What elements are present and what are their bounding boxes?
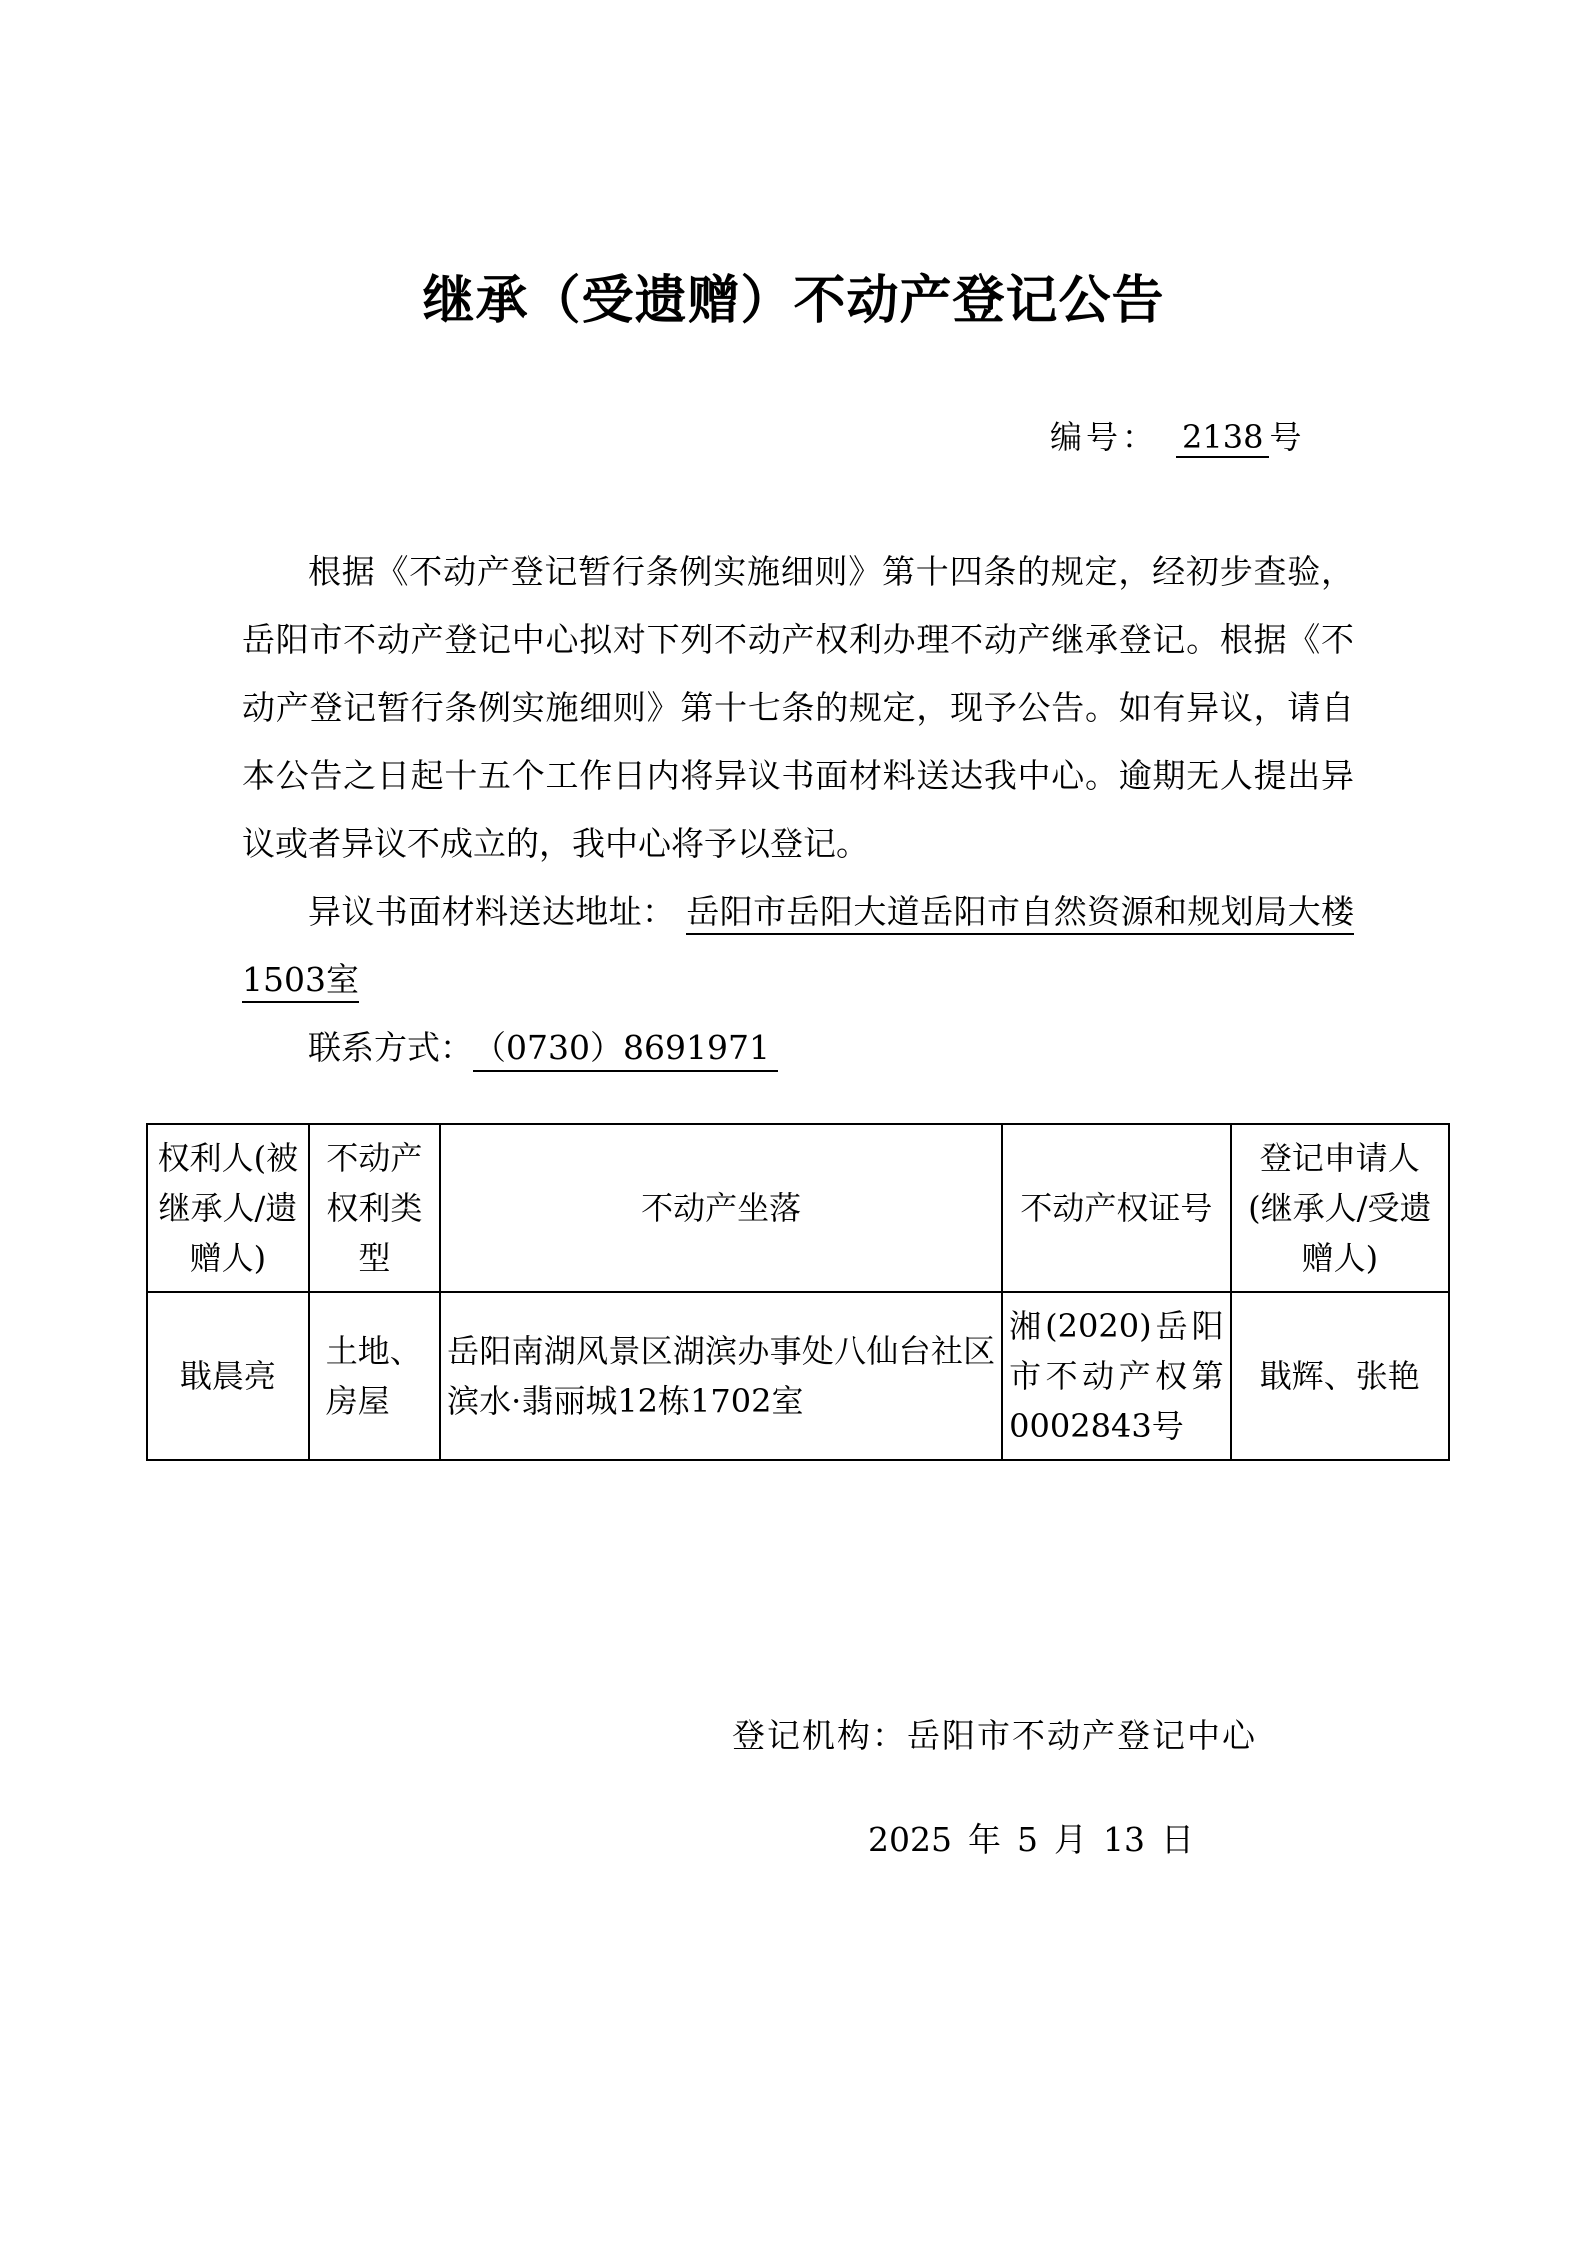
header-certificate: 不动产权证号 — [1002, 1124, 1230, 1292]
table-header-row — [147, 1124, 1449, 1292]
date-day-unit: 日 — [1160, 1820, 1194, 1859]
address-value: 岳阳市岳阳大道岳阳市自然资源和规划局大楼1503室 — [242, 892, 1354, 1003]
cell-applicant: 戢辉、张艳 — [1231, 1292, 1449, 1460]
contact-label: 联系方式： — [308, 1028, 473, 1067]
table-row — [147, 1292, 1449, 1460]
cell-right-type: 土地、房屋 — [309, 1292, 440, 1460]
contact-info — [242, 1014, 1354, 1082]
page-title: 继承（受遗赠）不动产登记公告 — [422, 271, 1165, 331]
document-number — [1050, 412, 1305, 458]
doc-number-value: 2138 — [1176, 418, 1269, 458]
date-day: 13 — [1102, 1820, 1145, 1859]
address-label: 异议书面材料送达地址： — [308, 892, 676, 931]
property-table — [146, 1123, 1450, 1461]
date-year: 2025 — [868, 1820, 952, 1859]
notice-body — [242, 538, 1354, 1082]
contact-value: （0730）8691971 — [473, 1028, 778, 1072]
org-name: 岳阳市不动产登记中心 — [907, 1716, 1257, 1755]
cell-holder: 戢晨亮 — [147, 1292, 309, 1460]
org-label: 登记机构： — [732, 1716, 907, 1755]
date-month-unit: 月 — [1053, 1820, 1087, 1859]
date-month: 5 — [1016, 1820, 1038, 1859]
header-location: 不动产坐落 — [440, 1124, 1002, 1292]
cell-certificate: 湘(2020)岳阳市不动产权第0002843号 — [1002, 1292, 1230, 1460]
objection-address — [242, 878, 1354, 1014]
doc-number-suffix: 号 — [1269, 418, 1306, 456]
cell-location: 岳阳南湖风景区湖滨办事处八仙台社区滨水·翡丽城12栋1702室 — [440, 1292, 1002, 1460]
registration-organization — [732, 1710, 1257, 1757]
header-applicant: 登记申请人(继承人/受遗赠人) — [1231, 1124, 1449, 1292]
notice-date — [860, 1814, 1202, 1861]
header-holder: 权利人(被继承人/遗赠人) — [147, 1124, 309, 1292]
header-right-type: 不动产权利类型 — [309, 1124, 440, 1292]
date-year-unit: 年 — [967, 1820, 1001, 1859]
doc-number-label: 编号： — [1050, 418, 1159, 456]
notice-paragraph: 根据《不动产登记暂行条例实施细则》第十四条的规定，经初步查验，岳阳市不动产登记中心拟对下列不动产权利办理不动产继承登记。根据《不动产登记暂行条例实施细则》第十七条的规定，现予公告。如有异议，请自本公告之日起十五个工作日内将异议书面材料送达我中心。逾期无人提出异议或者异议不成立的，我中心将予以登记。 — [242, 552, 1354, 863]
